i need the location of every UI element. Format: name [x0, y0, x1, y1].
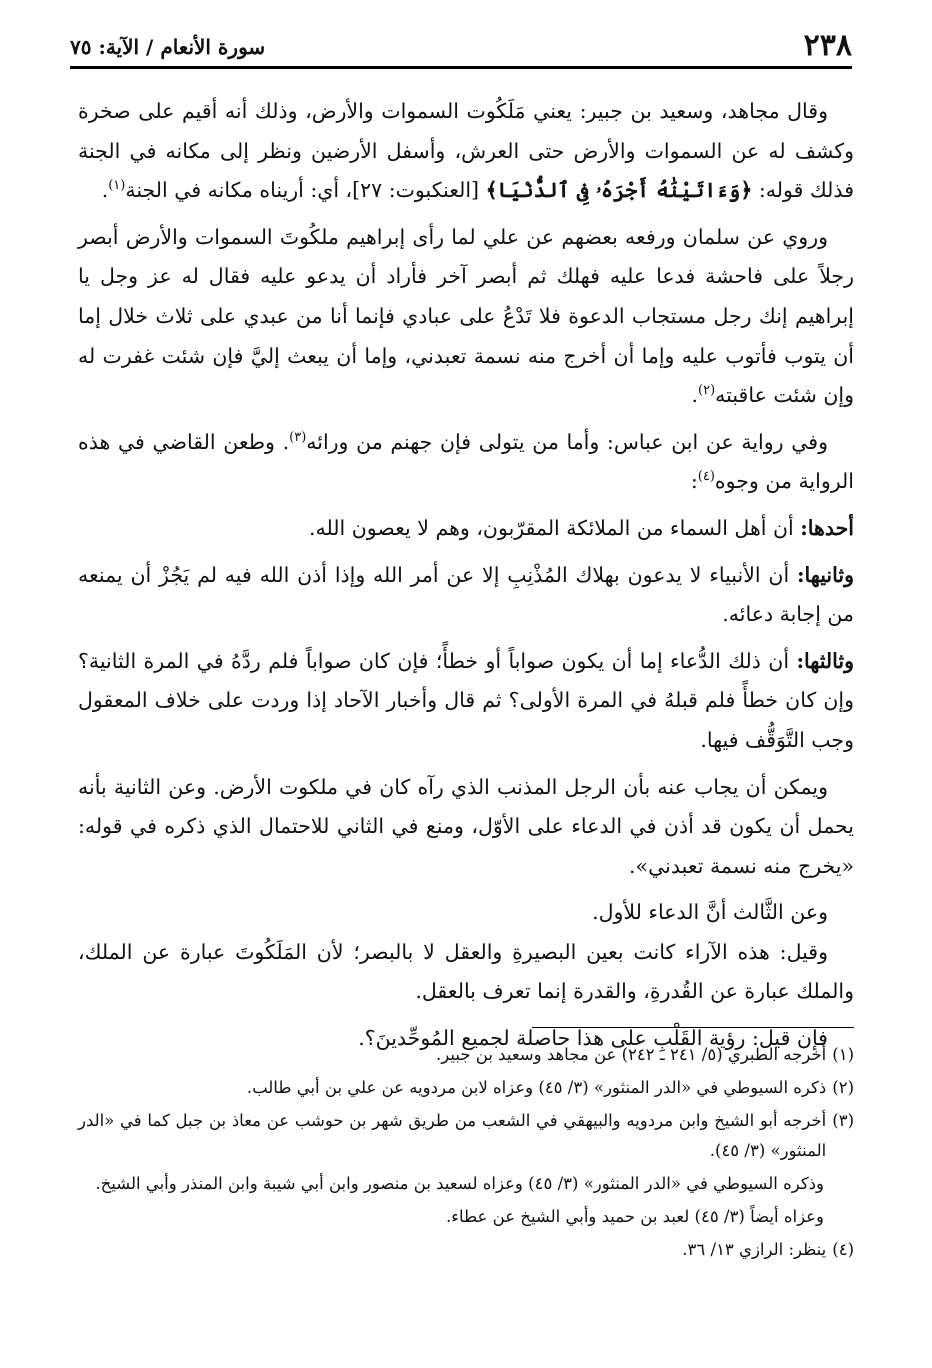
footnote-text: ينظر: الرازي ١٣/ ٣٦.	[682, 1240, 827, 1259]
point-third-text: أن ذلك الدُّعاء إما أن يكون صواباً أو خطأً؛ فإن كان صواباً فلم ردَّهُ في المرة الثانية؟ وإن كان خطأً فلم قبلهُ في المرة الأولى؟ ثم قال وأخبار الآحاد إذا وردت على خلاف المعقول وجب التَّوَقُّف فيها.	[78, 648, 854, 752]
paragraph-3-text-b: . وطعن القاضي في هذه الرواية من وجوه	[78, 429, 854, 494]
footnote-text: وعزاه أيضاً (٣/ ٤٥) لعبد بن حميد وأبي الشيخ عن عطاء.	[445, 1207, 824, 1226]
paragraph-1-text-b: [العنكبوت: ٢٧]، أي: أريناه مكانه في الجنة	[125, 178, 486, 203]
point-first-text: أن أهل السماء من الملائكة المقرّبون، وهم لا يعصون الله.	[308, 515, 801, 540]
paragraph-8	[78, 893, 854, 933]
footnote-2	[78, 1073, 854, 1103]
footnote-number: (٤)	[832, 1240, 854, 1259]
page-number: ٢٣٨	[803, 28, 852, 63]
footnote-1	[78, 1040, 854, 1070]
footnote-3	[78, 1106, 854, 1166]
paragraph-1	[78, 92, 854, 211]
footnote-ref-4[interactable]: (٤)	[697, 469, 715, 485]
footnote-3-continued-a	[78, 1169, 854, 1199]
paragraph-3-text-a: وفي رواية عن ابن عباس: وأما من يتولى فإن جهنم من ورائه	[306, 429, 828, 454]
paragraph-2-end: .	[691, 383, 699, 408]
footnote-number: (٢)	[832, 1078, 854, 1097]
paragraph-1-text-a: وقال مجاهد، وسعيد بن جبير: يعني مَلَكُوت السموات والأرض، وذلك أنه أقيم على صخرة وكشف له عن السموات والأرض حتى العرش، وأسفل الأرضين ونظر إلى مكانه في الجنة فذلك قوله:	[78, 99, 854, 203]
paragraph-1-end: .	[101, 178, 109, 203]
paragraph-3-end: :	[690, 469, 698, 494]
footnote-ref-3[interactable]: (٣)	[289, 429, 307, 445]
paragraph-10-text: فإن قيل: رؤية القَلْبِ على هذا حاصلة لجميع المُوحِّدينَ؟.	[358, 1026, 828, 1051]
paragraph-9-text: وقيل: هذه الآراء كانت بعين البصيرةِ والعقل لا بالبصر؛ لأن المَلَكُوتَ عبارة عن الملك، والملك عبارة عن القُدرةِ، والقدرة إنما تعرف بالعقل.	[78, 939, 854, 1004]
footnote-number: (١)	[832, 1045, 854, 1064]
point-second-lead: وثانيها:	[796, 562, 854, 587]
point-first-lead: أحدها:	[800, 515, 854, 540]
footnote-3-continued-b	[78, 1202, 854, 1232]
footnote-ref-1[interactable]: (١)	[108, 178, 126, 194]
paragraph-2-text: وروي عن سلمان ورفعه بعضهم عن علي لما رأى إبراهيم ملكُوتَ السموات والأرض أبصر رجلاً على فاحشة فدعا عليه فهلك ثم أبصر آخر فأراد أن يدعو عليه فقال له عز وجل يا إبراهيم إنك رجل مستجاب الدعوة فلا تَدْعُ على عبادي فإنما أنا من عبدي على ثلاث خلال إما أن يتوب فأتوب عليه وإما أن أخرج منه نسمة تعبدني، وإما أن يبعث إليَّ فإن شئت غفرت له وإن شئت عاقبته	[78, 224, 854, 408]
paragraph-7	[78, 768, 854, 887]
footnote-4	[78, 1235, 854, 1265]
running-title: سورة الأنعام / الآية: ٧٥	[70, 35, 266, 59]
page-header	[70, 28, 852, 69]
paragraph-8-text: وعن الثَّالث أنَّ الدعاء للأول.	[592, 900, 828, 925]
footnote-text: أخرجه الطبري (٥/ ٢٤١ ـ ٢٤٢) عن مجاهد وسعيد بن جبير.	[436, 1045, 827, 1064]
point-third-lead: وثالثها:	[796, 648, 854, 673]
point-second	[78, 556, 854, 635]
paragraph-2	[78, 218, 854, 416]
footnote-text: ذكره السيوطي في «الدر المنثور» (٣/ ٤٥) وعزاه لابن مردويه عن علي بن أبي طالب.	[246, 1078, 827, 1097]
quran-verse: ﴿وَءَاتَيْنَٰهُ أَجْرَهُۥ فِى ٱلدُّنْيَا﴾	[485, 178, 753, 203]
point-third	[78, 642, 854, 761]
footnote-number: (٣)	[832, 1111, 854, 1130]
footnote-text: وذكره السيوطي في «الدر المنثور» (٣/ ٤٥) وعزاه لسعيد بن منصور وابن أبي شيبة وابن المنذر وأبي الشيخ.	[95, 1174, 824, 1193]
point-second-text: أن الأنبياء لا يدعون بهلاك المُذْنِبِ إلا عن أمر الله وإذا أذن الله فيه لم يَجُزْ أن يمنعه من إجابة دعائه.	[78, 562, 854, 627]
paragraph-9	[78, 933, 854, 1012]
paragraph-7-text: ويمكن أن يجاب عنه بأن الرجل المذنب الذي رآه كان في ملكوت الأرض. وعن الثانية بأنه يحمل أن يكون قد أذن في الدعاء على الأوّل، ومنع في الثاني للاحتمال الذي ذكره في قوله: «يخرج منه نسمة تعبدني».	[78, 774, 854, 878]
paragraph-3	[78, 423, 854, 502]
footnotes	[78, 1040, 854, 1268]
point-first	[78, 509, 854, 549]
footnote-ref-2[interactable]: (٢)	[698, 383, 716, 399]
main-text	[78, 92, 854, 1066]
footnote-separator	[532, 1027, 854, 1028]
footnote-text: أخرجه أبو الشيخ وابن مردويه والبيهقي في الشعب من طريق شهر بن حوشب عن معاذ بن جبل كما في «الدر المنثور» (٣/ ٤٥).	[78, 1111, 827, 1160]
